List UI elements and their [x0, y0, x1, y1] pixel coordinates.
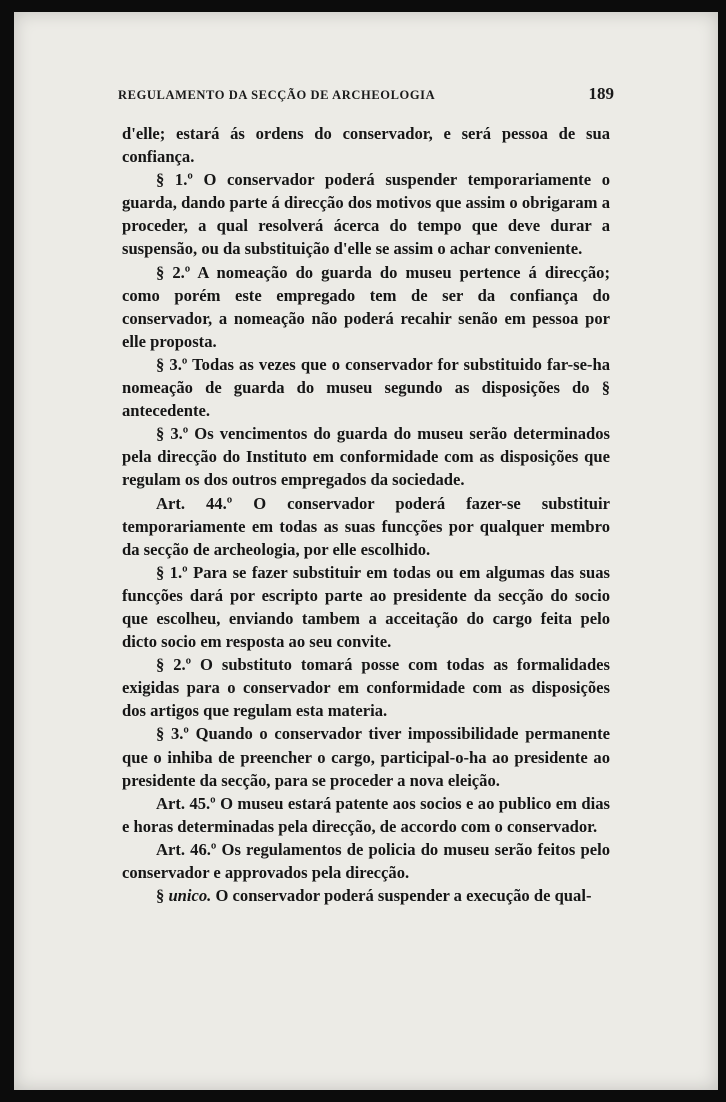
- unico-text: O conservador poderá suspender a execução de qual-: [211, 886, 592, 906]
- book-page: [14, 12, 718, 1090]
- unico-label: unico.: [168, 886, 212, 906]
- paragraph-art44-section-3: § 3.º Quando o conservador tiver impossibilidade permanente que o inhiba de preencher o cargo, participal-o-ha ao presidente ao presidente da secção, para se proceder a nova eleição.: [122, 724, 610, 790]
- body-text: [122, 122, 610, 907]
- paragraph-continuation: d'elle; estará ás ordens do conservador, e será pessoa de sua confiança.: [122, 124, 610, 167]
- unico-prefix: §: [156, 886, 169, 906]
- running-header: [118, 84, 614, 104]
- running-title: REGULAMENTO DA SECÇÃO DE ARCHEOLOGIA: [118, 88, 436, 102]
- paragraph-art44-section-2: § 2.º O substituto tomará posse com todas as formalidades exigidas para o conservador em conformidade com as disposições dos artigos que regulam esta materia.: [122, 655, 610, 721]
- page-number: 189: [588, 84, 614, 103]
- paragraph-article-45: Art. 45.º O museu estará patente aos socios e ao publico em dias e horas determinadas pela direcção, de accordo com o conservador.: [122, 793, 610, 836]
- paragraph-article-46: Art. 46.º Os regulamentos de policia do museu serão feitos pelo conservador e approvados pela direcção.: [122, 839, 610, 882]
- paragraph-section-3a: § 3.º Todas as vezes que o conservador for substituido far-se-ha nomeação de guarda do museu segundo as disposições do § antecedente.: [122, 354, 610, 421]
- paragraph-art44-section-1: § 1.º Para se fazer substituir em todas ou em algumas das suas funcções dará por escripto parte ao presidente da secção do socio que escolheu, enviando tambem a acceitação do cargo feita pelo dicto socio em resposta ao seu convite.: [122, 562, 610, 652]
- paragraph-section-2: § 2.º A nomeação do guarda do museu pertence á direcção; como porém este empregado tem de ser da confiança do conservador, a nomeação não poderá recahir senão em pessoa por elle proposta.: [122, 262, 610, 351]
- paragraph-section-3b: § 3.º Os vencimentos do guarda do museu serão determinados pela direcção do Instituto em conformidade com as disposições que regulam os dos outros empregados da sociedade.: [122, 424, 610, 490]
- paragraph-section-1: § 1.º O conservador poderá suspender temporariamente o guarda, dando parte á direcção dos motivos que assim o obrigaram a proceder, a qual resolverá ácerca do tempo que deve durar a suspensão, ou da substituição d'elle se assim o achar conveniente.: [122, 170, 610, 259]
- paragraph-article-44: Art. 44.º O conservador poderá fazer-se substituir temporariamente em todas as suas funcções por qualquer membro da secção de archeologia, por elle escolhido.: [122, 493, 610, 559]
- paragraph-section-unico: [122, 884, 610, 907]
